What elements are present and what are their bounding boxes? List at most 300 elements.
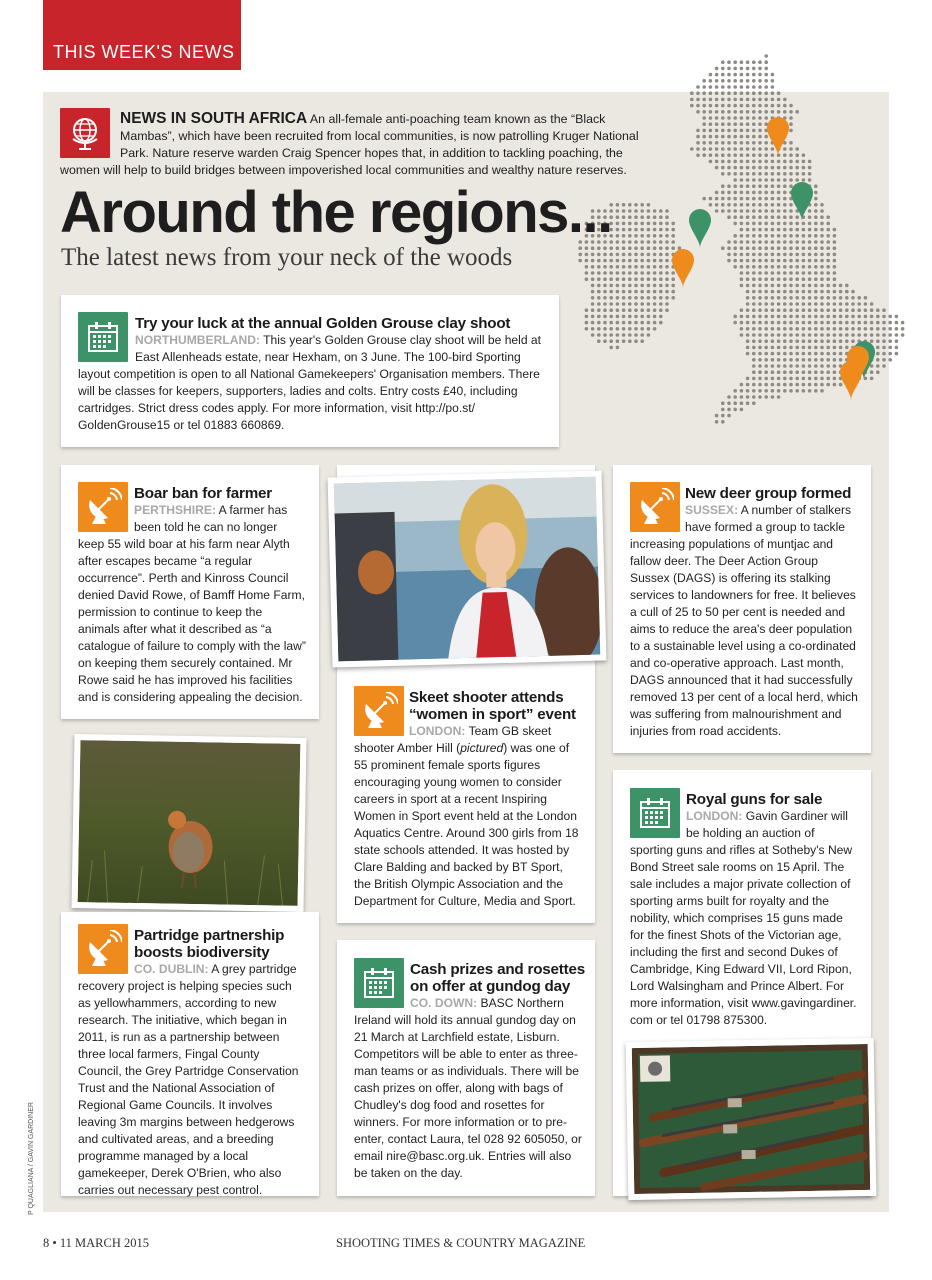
map-dot bbox=[764, 296, 768, 300]
map-dot bbox=[740, 184, 744, 188]
map-dot bbox=[895, 333, 899, 337]
map-dot bbox=[709, 197, 713, 201]
map-dot bbox=[733, 215, 737, 219]
map-dot bbox=[616, 333, 620, 337]
map-dot bbox=[814, 265, 818, 269]
map-dot bbox=[715, 420, 719, 424]
map-dot bbox=[771, 302, 775, 306]
story-title-royal: Royal guns for sale bbox=[686, 791, 823, 808]
map-dot bbox=[795, 339, 799, 343]
map-dot bbox=[634, 321, 638, 325]
map-dot bbox=[764, 228, 768, 232]
map-dot bbox=[696, 91, 700, 95]
map-dot bbox=[721, 166, 725, 170]
map-dot bbox=[758, 302, 762, 306]
map-dot bbox=[597, 271, 601, 275]
map-dot bbox=[833, 352, 837, 356]
map-dot bbox=[783, 178, 787, 182]
map-dot bbox=[814, 184, 818, 188]
map-dot bbox=[833, 290, 837, 294]
map-dot bbox=[585, 321, 589, 325]
map-dot bbox=[864, 315, 868, 319]
map-dot bbox=[802, 178, 806, 182]
map-dot bbox=[857, 327, 861, 331]
map-dot bbox=[820, 352, 824, 356]
map-dot bbox=[833, 234, 837, 238]
map-dot bbox=[727, 246, 731, 250]
story-location-deer: SUSSEX: bbox=[685, 503, 739, 517]
map-dot bbox=[758, 166, 762, 170]
map-dot bbox=[802, 315, 806, 319]
map-dot bbox=[597, 302, 601, 306]
map-dot bbox=[820, 222, 824, 226]
map-dot bbox=[752, 290, 756, 294]
map-dot bbox=[808, 166, 812, 170]
map-dot bbox=[795, 147, 799, 151]
map-dot bbox=[814, 346, 818, 350]
map-dot bbox=[808, 209, 812, 213]
map-dot bbox=[777, 327, 781, 331]
map-dot bbox=[640, 265, 644, 269]
map-dot bbox=[771, 308, 775, 312]
map-dot bbox=[758, 215, 762, 219]
map-dot bbox=[647, 228, 651, 232]
map-dot bbox=[808, 333, 812, 337]
map-dot bbox=[764, 246, 768, 250]
map-dot bbox=[758, 364, 762, 368]
map-dot bbox=[808, 160, 812, 164]
map-dot bbox=[746, 184, 750, 188]
map-dot bbox=[783, 333, 787, 337]
map-dot bbox=[764, 116, 768, 120]
map-dot bbox=[789, 234, 793, 238]
map-dot bbox=[777, 178, 781, 182]
map-dot bbox=[752, 370, 756, 374]
map-dot bbox=[758, 277, 762, 281]
map-dot bbox=[752, 253, 756, 257]
map-dot bbox=[764, 364, 768, 368]
map-dot bbox=[789, 122, 793, 126]
map-dot bbox=[622, 203, 626, 207]
map-dot bbox=[771, 253, 775, 257]
map-dot bbox=[764, 271, 768, 275]
map-dot bbox=[746, 191, 750, 195]
map-dot bbox=[839, 383, 843, 387]
story-location-gundog: CO. DOWN: bbox=[410, 996, 478, 1010]
map-dot bbox=[814, 377, 818, 381]
map-dot bbox=[740, 85, 744, 89]
map-dot bbox=[764, 98, 768, 102]
map-dot bbox=[727, 73, 731, 77]
map-dot bbox=[758, 203, 762, 207]
map-dot bbox=[640, 333, 644, 337]
map-dot bbox=[764, 327, 768, 331]
map-dot bbox=[653, 228, 657, 232]
map-dot bbox=[733, 91, 737, 95]
map-dot bbox=[752, 110, 756, 114]
map-dot bbox=[727, 91, 731, 95]
map-dot bbox=[789, 259, 793, 263]
map-dot bbox=[820, 346, 824, 350]
map-dot bbox=[733, 73, 737, 77]
map-dot bbox=[795, 377, 799, 381]
map-dot bbox=[746, 240, 750, 244]
map-dot bbox=[727, 141, 731, 145]
map-dot bbox=[746, 377, 750, 381]
map-dot bbox=[808, 290, 812, 294]
map-dot bbox=[789, 315, 793, 319]
map-dot bbox=[814, 370, 818, 374]
map-dot bbox=[777, 166, 781, 170]
map-dot bbox=[783, 104, 787, 108]
map-dot bbox=[622, 259, 626, 263]
map-dot bbox=[709, 91, 713, 95]
map-dot bbox=[640, 222, 644, 226]
map-dot bbox=[665, 228, 669, 232]
map-dot bbox=[777, 110, 781, 114]
map-dot bbox=[727, 129, 731, 133]
map-dot bbox=[826, 352, 830, 356]
map-dot bbox=[789, 346, 793, 350]
map-dot bbox=[758, 228, 762, 232]
map-dot bbox=[808, 383, 812, 387]
map-dot bbox=[826, 277, 830, 281]
map-dot bbox=[721, 209, 725, 213]
map-dot bbox=[771, 191, 775, 195]
map-dot bbox=[802, 222, 806, 226]
map-dot bbox=[640, 259, 644, 263]
map-dot bbox=[777, 234, 781, 238]
map-dot bbox=[752, 104, 756, 108]
map-dot bbox=[647, 296, 651, 300]
map-dot bbox=[752, 333, 756, 337]
map-dot bbox=[647, 271, 651, 275]
map-dot bbox=[721, 203, 725, 207]
map-dot bbox=[789, 141, 793, 145]
map-dot bbox=[746, 253, 750, 257]
map-dot bbox=[820, 277, 824, 281]
map-dot bbox=[783, 147, 787, 151]
map-dot bbox=[616, 302, 620, 306]
map-dot bbox=[740, 395, 744, 399]
map-dot bbox=[771, 315, 775, 319]
map-dot bbox=[870, 327, 874, 331]
map-dot bbox=[628, 246, 632, 250]
map-dot bbox=[597, 259, 601, 263]
map-dot bbox=[783, 339, 787, 343]
map-dot bbox=[814, 389, 818, 393]
map-dot bbox=[603, 315, 607, 319]
map-dot bbox=[609, 302, 613, 306]
map-dot bbox=[616, 339, 620, 343]
map-dot bbox=[746, 271, 750, 275]
map-dot bbox=[709, 135, 713, 139]
map-dot bbox=[771, 277, 775, 281]
map-dot bbox=[622, 333, 626, 337]
map-dot bbox=[783, 166, 787, 170]
map-dot bbox=[671, 240, 675, 244]
map-dot bbox=[616, 240, 620, 244]
map-dot bbox=[777, 321, 781, 325]
map-dot bbox=[647, 284, 651, 288]
map-dot bbox=[628, 271, 632, 275]
map-dot bbox=[857, 321, 861, 325]
map-dot bbox=[839, 321, 843, 325]
map-dot bbox=[585, 308, 589, 312]
map-dot bbox=[622, 228, 626, 232]
map-dot bbox=[628, 240, 632, 244]
map-dot bbox=[628, 215, 632, 219]
map-dot bbox=[851, 302, 855, 306]
map-dot bbox=[789, 222, 793, 226]
map-dot bbox=[721, 73, 725, 77]
map-dot bbox=[876, 333, 880, 337]
map-dot bbox=[616, 215, 620, 219]
map-dot bbox=[634, 240, 638, 244]
map-dot bbox=[808, 352, 812, 356]
map-dot bbox=[845, 308, 849, 312]
map-dot bbox=[746, 129, 750, 133]
map-dot bbox=[771, 222, 775, 226]
map-dot bbox=[845, 290, 849, 294]
map-dot bbox=[591, 315, 595, 319]
map-dot bbox=[740, 327, 744, 331]
map-dot bbox=[758, 246, 762, 250]
map-dot bbox=[845, 339, 849, 343]
map-dot bbox=[740, 67, 744, 71]
map-dot bbox=[783, 98, 787, 102]
map-dot bbox=[820, 271, 824, 275]
map-dot bbox=[864, 333, 868, 337]
map-dot bbox=[851, 315, 855, 319]
map-dot bbox=[659, 321, 663, 325]
map-dot bbox=[746, 85, 750, 89]
map-dot bbox=[740, 122, 744, 126]
map-dot bbox=[771, 364, 775, 368]
map-dot bbox=[640, 240, 644, 244]
map-dot bbox=[777, 284, 781, 288]
map-dot bbox=[721, 153, 725, 157]
map-dot bbox=[758, 395, 762, 399]
map-dot bbox=[752, 116, 756, 120]
map-dot bbox=[702, 116, 706, 120]
map-dot bbox=[758, 184, 762, 188]
map-dot bbox=[616, 315, 620, 319]
map-dot bbox=[715, 147, 719, 151]
map-dot bbox=[733, 178, 737, 182]
map-dot bbox=[876, 370, 880, 374]
map-dot bbox=[857, 296, 861, 300]
map-dot bbox=[771, 85, 775, 89]
map-dot bbox=[826, 358, 830, 362]
map-dot bbox=[758, 327, 762, 331]
map-dot bbox=[864, 302, 868, 306]
map-dot bbox=[808, 222, 812, 226]
map-dot bbox=[839, 302, 843, 306]
map-dot bbox=[808, 296, 812, 300]
story-card-boar bbox=[61, 465, 319, 719]
map-dot bbox=[746, 91, 750, 95]
map-dot bbox=[826, 377, 830, 381]
map-dot bbox=[839, 290, 843, 294]
map-dot bbox=[616, 265, 620, 269]
map-dot bbox=[758, 296, 762, 300]
map-dot bbox=[814, 333, 818, 337]
map-dot bbox=[715, 85, 719, 89]
map-dot bbox=[746, 104, 750, 108]
map-dot bbox=[814, 327, 818, 331]
map-dot bbox=[653, 253, 657, 257]
map-dot bbox=[882, 315, 886, 319]
map-dot bbox=[833, 370, 837, 374]
map-dot bbox=[665, 234, 669, 238]
map-dot bbox=[783, 184, 787, 188]
map-dot bbox=[653, 321, 657, 325]
map-dot bbox=[783, 383, 787, 387]
map-dot bbox=[616, 259, 620, 263]
map-dot bbox=[820, 308, 824, 312]
map-dot bbox=[746, 389, 750, 393]
map-dot bbox=[857, 308, 861, 312]
map-dot bbox=[771, 259, 775, 263]
map-dot bbox=[733, 246, 737, 250]
story-body-boar bbox=[78, 502, 306, 706]
map-dot bbox=[876, 321, 880, 325]
map-dot bbox=[820, 290, 824, 294]
map-dot bbox=[845, 327, 849, 331]
map-dot bbox=[634, 284, 638, 288]
map-dot bbox=[597, 277, 601, 281]
map-dot bbox=[758, 172, 762, 176]
map-dot bbox=[709, 122, 713, 126]
map-dot bbox=[789, 364, 793, 368]
map-dot bbox=[740, 383, 744, 387]
map-dot bbox=[647, 315, 651, 319]
map-dot bbox=[758, 389, 762, 393]
map-dot bbox=[826, 339, 830, 343]
map-dot bbox=[764, 153, 768, 157]
map-dot bbox=[789, 228, 793, 232]
map-dot bbox=[802, 377, 806, 381]
map-dot bbox=[789, 389, 793, 393]
map-dot bbox=[820, 209, 824, 213]
map-dot bbox=[752, 389, 756, 393]
map-dot bbox=[752, 135, 756, 139]
story-location-boar: PERTHSHIRE: bbox=[134, 503, 216, 517]
map-dot bbox=[665, 290, 669, 294]
map-dot bbox=[585, 253, 589, 257]
map-dot bbox=[733, 222, 737, 226]
map-dot bbox=[758, 290, 762, 294]
map-dot bbox=[777, 265, 781, 269]
map-dot bbox=[665, 259, 669, 263]
map-dot bbox=[628, 327, 632, 331]
map-dot bbox=[876, 364, 880, 368]
map-dot bbox=[746, 308, 750, 312]
map-dot bbox=[876, 352, 880, 356]
map-dot bbox=[820, 383, 824, 387]
map-dot bbox=[653, 302, 657, 306]
map-dot bbox=[777, 228, 781, 232]
map-dot bbox=[727, 116, 731, 120]
map-dot bbox=[702, 110, 706, 114]
amber-hill-photo bbox=[328, 470, 607, 667]
map-dot bbox=[802, 383, 806, 387]
map-dot bbox=[814, 339, 818, 343]
map-dot bbox=[721, 67, 725, 71]
map-dot bbox=[764, 141, 768, 145]
map-dot bbox=[876, 358, 880, 362]
map-dot bbox=[783, 172, 787, 176]
map-dot bbox=[808, 389, 812, 393]
map-dot bbox=[709, 98, 713, 102]
map-dot bbox=[777, 346, 781, 350]
map-dot bbox=[771, 296, 775, 300]
map-dot bbox=[591, 265, 595, 269]
map-dot bbox=[715, 209, 719, 213]
map-dot bbox=[690, 104, 694, 108]
map-dot bbox=[740, 203, 744, 207]
map-dot bbox=[777, 222, 781, 226]
map-dot bbox=[783, 153, 787, 157]
map-dot bbox=[740, 240, 744, 244]
map-dot bbox=[709, 203, 713, 207]
map-dot bbox=[603, 284, 607, 288]
map-dot bbox=[609, 327, 613, 331]
map-dot bbox=[752, 234, 756, 238]
map-dot bbox=[808, 284, 812, 288]
map-dot bbox=[808, 271, 812, 275]
map-dot bbox=[820, 315, 824, 319]
story-location-grouse: NORTHUMBERLAND: bbox=[135, 333, 260, 347]
map-dot bbox=[870, 315, 874, 319]
map-dot bbox=[777, 209, 781, 213]
map-dot bbox=[622, 308, 626, 312]
map-dot bbox=[826, 296, 830, 300]
map-dot bbox=[609, 259, 613, 263]
map-dot bbox=[758, 358, 762, 362]
map-dot bbox=[789, 253, 793, 257]
map-dot bbox=[764, 104, 768, 108]
map-dot bbox=[826, 327, 830, 331]
map-dot bbox=[647, 253, 651, 257]
map-dot bbox=[795, 153, 799, 157]
map-dot bbox=[727, 135, 731, 139]
map-dot bbox=[833, 246, 837, 250]
map-dot bbox=[740, 129, 744, 133]
map-dot bbox=[789, 358, 793, 362]
map-dot bbox=[740, 191, 744, 195]
map-dot bbox=[659, 253, 663, 257]
map-dot bbox=[826, 346, 830, 350]
map-dot bbox=[653, 327, 657, 331]
map-dot bbox=[727, 240, 731, 244]
map-dot bbox=[820, 339, 824, 343]
map-dot bbox=[733, 253, 737, 257]
map-dot bbox=[777, 197, 781, 201]
map-dot bbox=[795, 302, 799, 306]
story-location-partridge: CO. DUBLIN: bbox=[134, 962, 209, 976]
map-dot bbox=[833, 253, 837, 257]
map-dot bbox=[814, 215, 818, 219]
map-dot bbox=[839, 327, 843, 331]
map-dot bbox=[808, 358, 812, 362]
map-dot bbox=[609, 271, 613, 275]
map-dot bbox=[795, 284, 799, 288]
map-dot bbox=[758, 370, 762, 374]
map-dot bbox=[578, 259, 582, 263]
map-dot bbox=[653, 315, 657, 319]
